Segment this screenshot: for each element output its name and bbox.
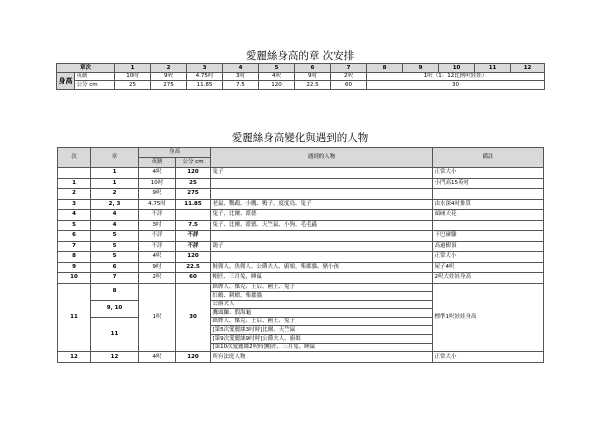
metric-cell: 11.85 (187, 81, 223, 90)
chapter-cell: 5 (91, 241, 139, 252)
chapter-header: 7 (331, 64, 367, 73)
metric-cell: 25 (176, 178, 211, 189)
people-cell: [第10次愛麗絲2呎時]帽匠、三月兔、睡鼠 (211, 343, 433, 352)
imperial-cell: 4呎 (139, 352, 176, 363)
metric-cell: 120 (259, 81, 295, 90)
imperial-cell: 10吋 (139, 178, 176, 189)
metric-cell: 22.5 (295, 81, 331, 90)
note-cell: 標準1呎娃娃身高 (433, 283, 544, 352)
chapter-header: 10 (439, 64, 475, 73)
chapter-cell: 5 (91, 231, 139, 242)
header-metric: 公分 cm (176, 158, 211, 168)
table-row (58, 352, 544, 363)
metric-cell-merged: 30 (367, 81, 545, 90)
metric-cell: 60 (176, 273, 211, 284)
imperial-cell: 1呎 (139, 283, 176, 352)
people-cell (211, 189, 433, 200)
table-row (58, 178, 544, 189)
header-chapter-label: 章次 (57, 64, 115, 73)
ci-cell: 3 (58, 199, 91, 210)
metric-cell: 7.5 (223, 81, 259, 90)
people-cell: 公爵夫人 (211, 300, 433, 309)
chapter-cell: 9, 10 (91, 300, 139, 317)
metric-cell: 25 (115, 81, 151, 90)
ci-cell: 1 (58, 178, 91, 189)
chapter-cell: 6 (91, 262, 139, 273)
ci-cell: 10 (58, 273, 91, 284)
chapter-header: 5 (259, 64, 295, 73)
ci-cell: 4 (58, 210, 91, 221)
imperial-cell: 4呎 (259, 72, 295, 81)
table-row (58, 273, 544, 284)
chapter-height-table (56, 63, 545, 90)
imperial-cell: 2呎 (139, 273, 176, 284)
chapter-cell: 5 (91, 252, 139, 263)
imperial-cell: 不詳 (139, 231, 176, 242)
title-chapter-schedule: 愛麗絲身高的章 次安排 (245, 50, 355, 62)
metric-cell: 7.5 (176, 220, 211, 231)
note-cell: 正常大小 (433, 252, 544, 263)
chapter-cell: 2, 3 (91, 199, 139, 210)
chapter-cell: 8 (91, 283, 139, 300)
chapter-cell: 1 (91, 178, 139, 189)
ci-cell: 12 (58, 352, 91, 363)
metric-cell: 不詳 (176, 231, 211, 242)
people-cell: [第5次愛麗絲3吋時]比爾、天竺鼠 (211, 326, 433, 335)
row-label-height: 身高 (57, 72, 75, 89)
table-row (58, 262, 544, 273)
chapter-cell: 7 (91, 273, 139, 284)
table-row (58, 210, 544, 221)
table-row (58, 220, 544, 231)
ci-cell: 9 (58, 262, 91, 273)
chapter-header: 8 (367, 64, 403, 73)
table-row (58, 231, 544, 242)
imperial-cell: 3吋 (223, 72, 259, 81)
people-cell: 老鼠、鸚鵡、小鷹、鴨子、度度鳥、兔子 (211, 199, 433, 210)
metric-cell (176, 210, 211, 221)
metric-cell: 30 (176, 283, 211, 352)
header-people: 遇到的人物 (211, 148, 433, 168)
note-cell: 小門高15英吋 (433, 178, 544, 189)
ci-cell: 7 (58, 241, 91, 252)
imperial-cell: 10吋 (115, 72, 151, 81)
note-cell: 正常大小 (433, 352, 544, 363)
people-cell: 兔子、比爾、派德、天竺鼠、小狗、毛毛蟲 (211, 220, 433, 231)
people-cell: 鴿子 (211, 241, 433, 252)
chapter-header: 2 (151, 64, 187, 73)
chapter-cell: 1 (91, 168, 139, 179)
ci-cell: 5 (58, 220, 91, 231)
metric-cell: 275 (176, 189, 211, 200)
note-cell: 下巴碰腳 (433, 231, 544, 242)
people-cell: 鮭佣人、魚佣人、公爵夫人、廚娘、柴郡貓、豬小孩 (211, 262, 433, 273)
height-changes-table (57, 147, 544, 363)
header-imperial: 英制 (139, 158, 176, 168)
metric-cell: 275 (151, 81, 187, 90)
imperial-cell: 4呎 (139, 252, 176, 263)
ci-cell (58, 168, 91, 179)
note-cell: 由水深4吋推算 (433, 199, 544, 210)
header-chapter: 章 (91, 148, 139, 168)
people-cell (211, 178, 433, 189)
header-note: 備註 (433, 148, 544, 168)
note-cell: 高過樹頂 (433, 241, 544, 252)
note-cell (433, 220, 544, 231)
ci-cell: 2 (58, 189, 91, 200)
note-cell (433, 189, 544, 200)
people-cell (211, 252, 433, 263)
imperial-cell: 不詳 (139, 241, 176, 252)
note-cell: 頭碰天花 (433, 210, 544, 221)
chapter-cell: 4 (91, 210, 139, 221)
people-cell: 鷹頭獅、假海龜 (211, 309, 433, 318)
chapter-header: 3 (187, 64, 223, 73)
people-cell: 兔子、比爾、派德 (211, 210, 433, 221)
table-row (58, 252, 544, 263)
chapter-cell: 11 (91, 317, 139, 351)
chapter-header: 12 (511, 64, 545, 73)
metric-cell: 120 (176, 252, 211, 263)
people-cell: 帽匠、三月兔、睡鼠 (211, 273, 433, 284)
imperial-cell: 3吋 (139, 220, 176, 231)
table-row (58, 241, 544, 252)
people-cell (211, 231, 433, 242)
chapter-header: 1 (115, 64, 151, 73)
chapter-cell: 12 (91, 352, 139, 363)
imperial-cell: 4.75吋 (139, 199, 176, 210)
chapter-header: 6 (295, 64, 331, 73)
table-row (58, 168, 544, 179)
header-ci: 次 (58, 148, 91, 168)
people-cell: 所有法庭人物 (211, 352, 433, 363)
people-cell: [第9次愛麗絲9吋時]公爵夫人、廚娘 (211, 335, 433, 344)
chapter-header: 11 (475, 64, 511, 73)
people-cell: 紅鶴、刺蝟、柴郡貓 (211, 292, 433, 301)
metric-cell: 不詳 (176, 241, 211, 252)
metric-cell: 11.85 (176, 199, 211, 210)
unit-imperial: 英制 (75, 72, 115, 81)
imperial-cell: 9吋 (139, 262, 176, 273)
note-cell: 2呎大娃娃身高 (433, 273, 544, 284)
chapter-header: 9 (403, 64, 439, 73)
unit-metric: 公分 cm (75, 81, 115, 90)
people-cell: 兔子 (211, 168, 433, 179)
chapter-header: 4 (223, 64, 259, 73)
metric-cell: 120 (176, 168, 211, 179)
people-cell: 紙牌人、傑克、王后、國王、兔子 (211, 283, 433, 292)
note-cell: 正常大小 (433, 168, 544, 179)
ci-cell: 11 (58, 283, 91, 352)
table-row (58, 199, 544, 210)
ci-cell: 6 (58, 231, 91, 242)
chapter-cell: 2 (91, 189, 139, 200)
table-row (58, 283, 544, 292)
imperial-cell: 9呎 (151, 72, 187, 81)
metric-cell: 22.5 (176, 262, 211, 273)
imperial-cell: 4呎 (139, 168, 176, 179)
title-height-changes: 愛麗絲身高變化與遇到的人物 (231, 132, 369, 144)
metric-cell: 120 (176, 352, 211, 363)
imperial-cell: 9呎 (139, 189, 176, 200)
chapter-cell: 4 (91, 220, 139, 231)
ci-cell: 8 (58, 252, 91, 263)
imperial-cell: 9吋 (295, 72, 331, 81)
people-cell: 紙牌人、傑克、王后、國王、兔子 (211, 317, 433, 326)
imperial-cell: 4.75吋 (187, 72, 223, 81)
table-row (58, 189, 544, 200)
imperial-cell: 不詳 (139, 210, 176, 221)
imperial-cell-merged: 1呎（1：12比例呎娃娃） (367, 72, 545, 81)
metric-cell: 60 (331, 81, 367, 90)
imperial-cell: 2呎 (331, 72, 367, 81)
note-cell: 屋子4呎 (433, 262, 544, 273)
header-height: 身高 (139, 148, 211, 158)
